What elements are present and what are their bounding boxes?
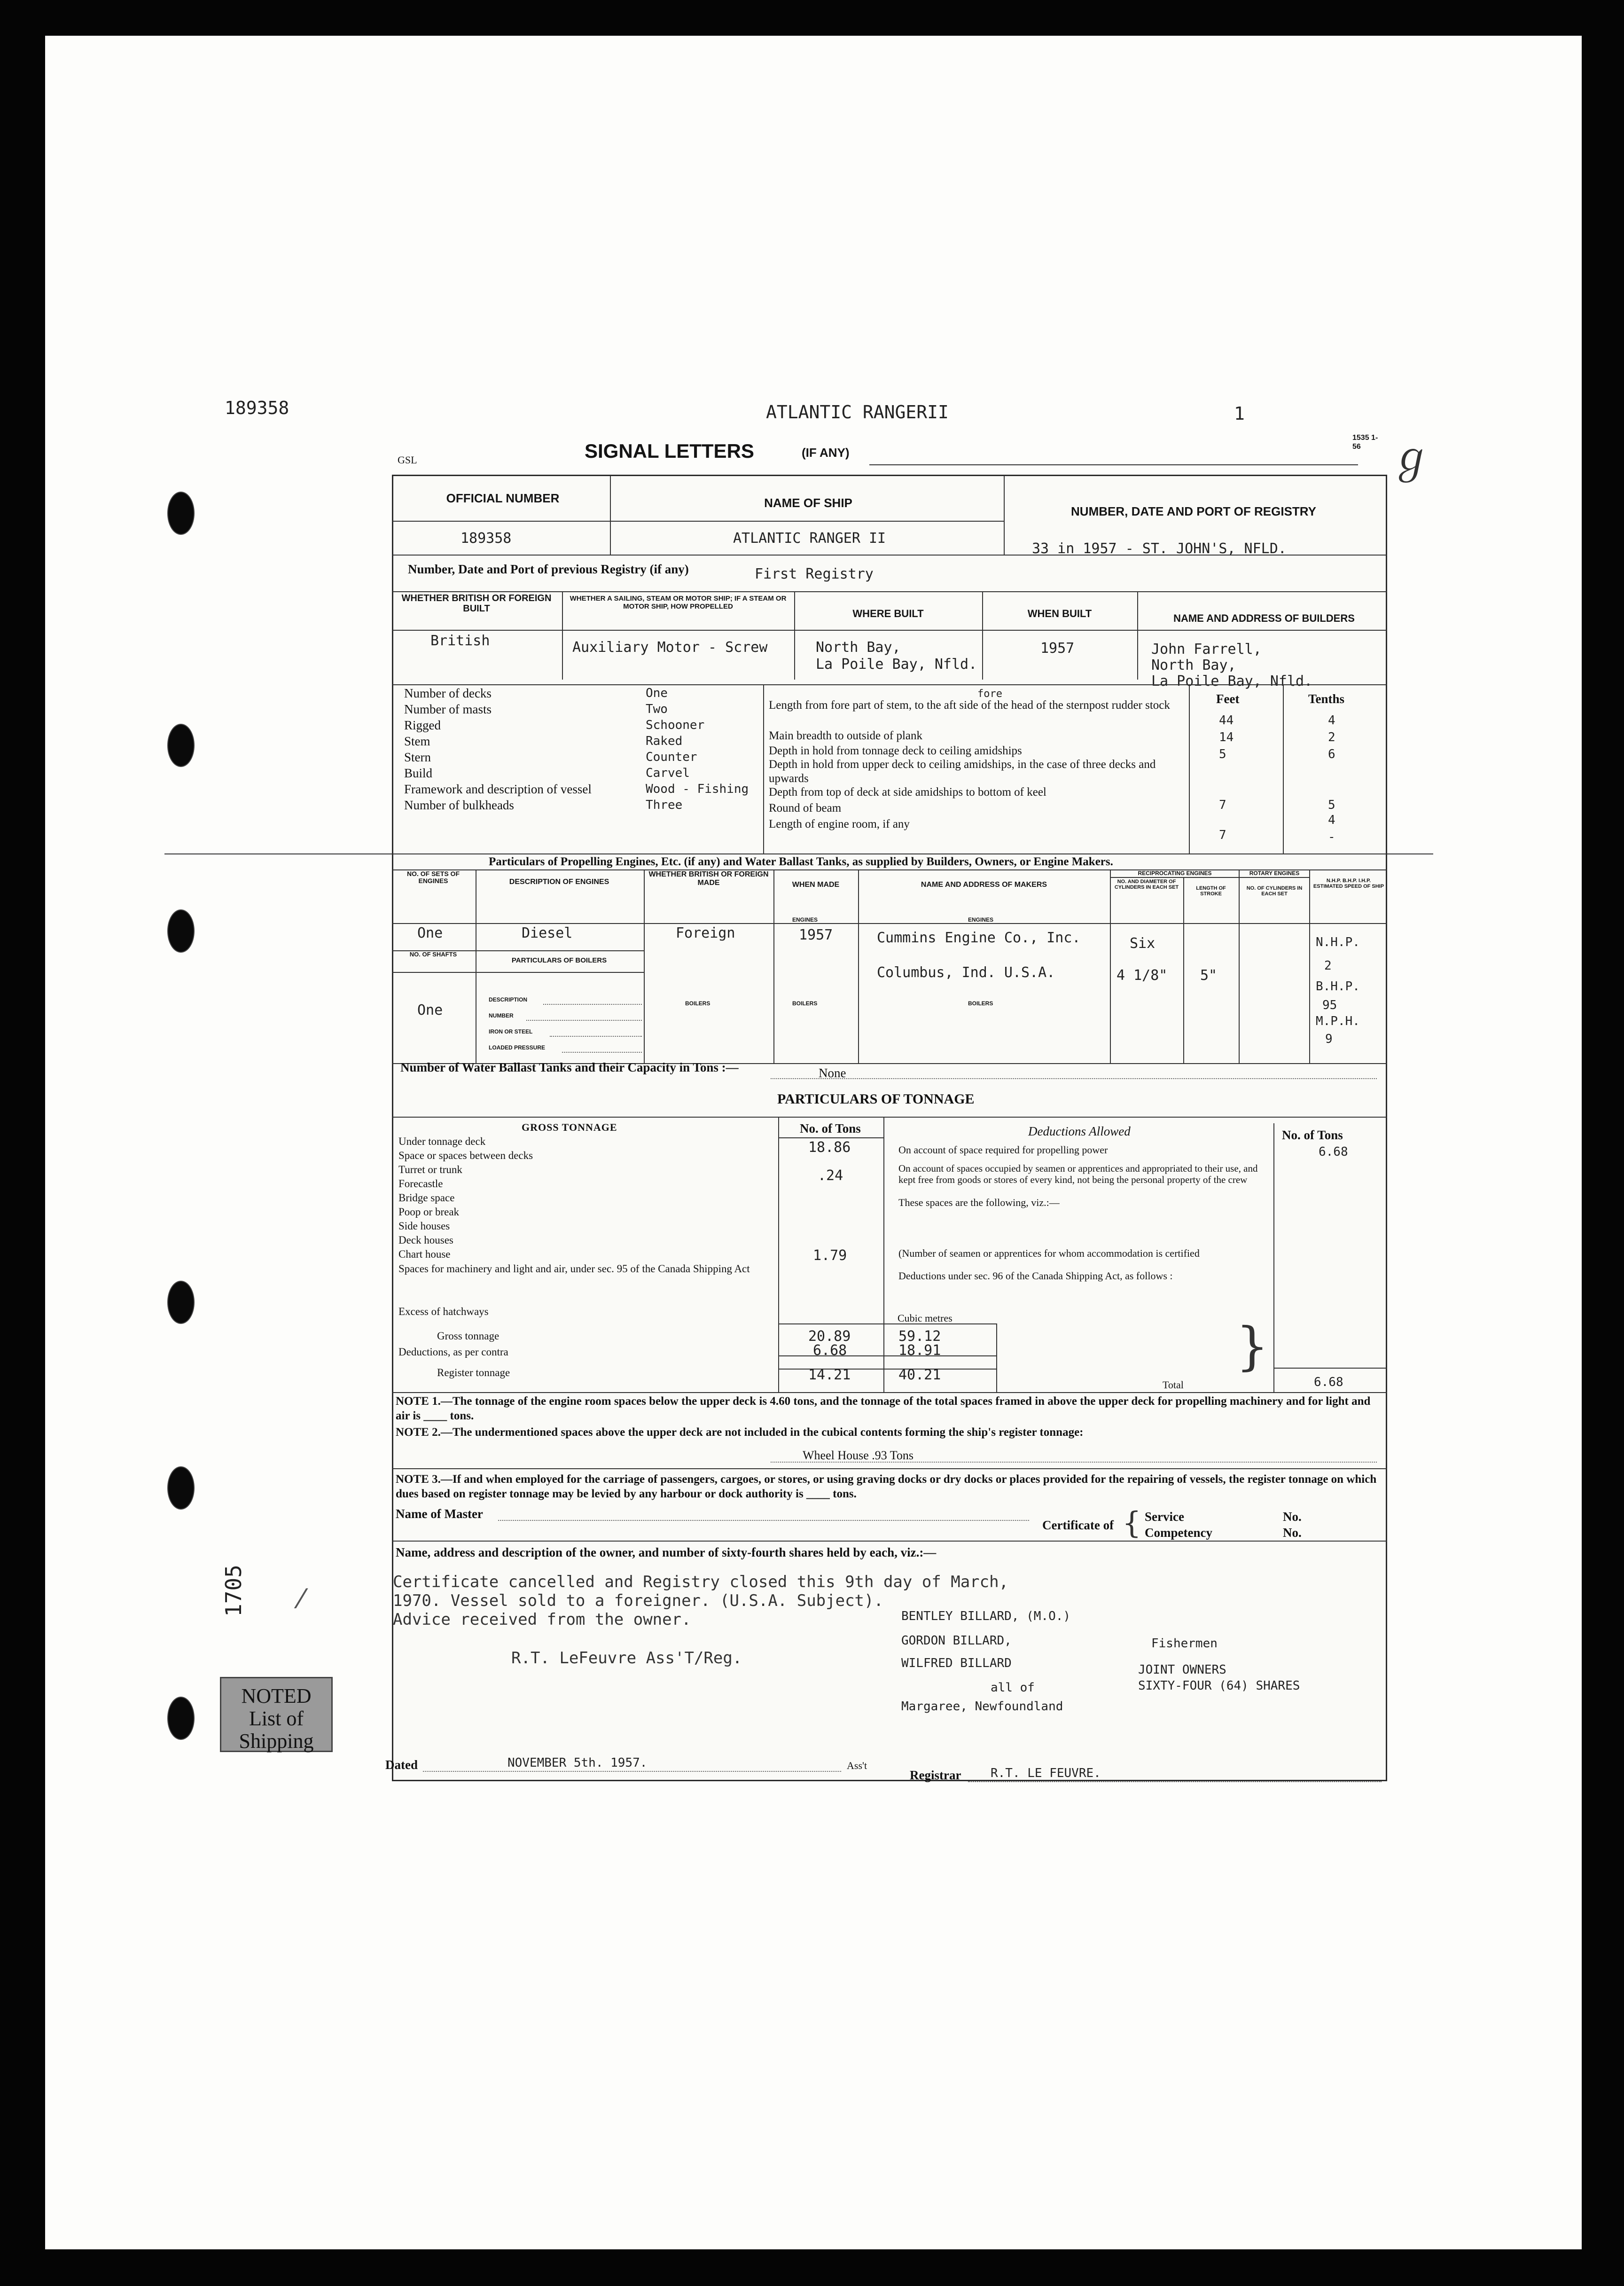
particular-label: Stem — [404, 734, 430, 748]
registrar-value: R.T. LE FEUVRE. — [991, 1766, 1101, 1780]
note-3: NOTE 3.—If and when employed for the carriage of passengers, cargoes, or stores, or using graving docks or dry docks or places provided for the repairing of vessels, the register tonnage on which dues based on register tonnage may be levied by any harbour or dock authority is ____ tons. — [396, 1473, 1377, 1501]
boilers-small-2: BOILERS — [792, 1000, 818, 1007]
builders-2: North Bay, — [1151, 657, 1236, 673]
previous-registry-value: First Registry — [755, 566, 874, 582]
owner-1: BENTLEY BILLARD, (M.O.) — [901, 1609, 1071, 1623]
tonnage-row: Side houses — [398, 1220, 450, 1232]
form-code: 1535 1-56 — [1352, 434, 1378, 451]
signal-if-any: (IF ANY) — [802, 446, 850, 460]
length-label: Length from fore part of stem, to the aft side of the head of the sternpost rudder stock — [769, 699, 1170, 712]
boiler-line — [526, 1020, 642, 1021]
particular-label: Framework and description of vessel — [404, 782, 592, 796]
ballast-line — [771, 1078, 1377, 1079]
engines-title: Particulars of Propelling Engines, Etc. (if any) and Water Ballast Tanks, as supplied by Builders, Owners, or Engine Makers. — [489, 855, 1113, 868]
joint-owners: JOINT OWNERS — [1138, 1663, 1226, 1677]
particular-value: Wood - Fishing — [646, 782, 749, 796]
tenths-label: Tenths — [1308, 692, 1345, 706]
competency-label: Competency — [1145, 1526, 1212, 1540]
tonnage-row: Space or spaces between decks — [398, 1150, 533, 1161]
feet-value: 5 — [1219, 747, 1226, 761]
under-deck-tons: 18.86 — [808, 1139, 851, 1156]
note-2-line — [771, 1462, 1377, 1463]
when-built-label: WHEN BUILT — [1027, 608, 1092, 619]
row-line — [392, 1117, 1387, 1118]
particular-label: Rigged — [404, 718, 441, 732]
col-line — [982, 591, 983, 680]
tonnage-title: PARTICULARS OF TONNAGE — [777, 1091, 975, 1107]
row-line — [392, 684, 1387, 685]
name-of-ship-label: NAME OF SHIP — [764, 496, 852, 510]
owner-3: WILFRED BILLARD — [901, 1656, 1012, 1670]
cancel-signature: R.T. LeFeuvre Ass'T/Reg. — [511, 1649, 742, 1668]
bhp-label: B.H.P. — [1316, 979, 1360, 994]
no-tons-label: No. of Tons — [800, 1121, 861, 1135]
punch-hole-1 — [167, 492, 195, 535]
col-line — [644, 869, 645, 1063]
name-of-ship: ATLANTIC RANGER II — [733, 530, 886, 547]
master-line — [498, 1520, 1029, 1521]
tonnage-row: Forecastle — [398, 1178, 443, 1190]
handwritten-mark-top: ℊ — [1390, 433, 1432, 482]
boiler-line — [550, 1036, 642, 1037]
boiler-row-label: NUMBER — [489, 1012, 514, 1019]
cancel-line-2: 1970. Vessel sold to a foreigner. (U.S.A. Subject). — [393, 1591, 883, 1610]
col-line — [1004, 476, 1005, 555]
row-line — [392, 521, 1004, 522]
made-label: WHETHER BRITISH OR FOREIGN MADE — [648, 870, 769, 887]
note-2: NOTE 2.—The undermentioned spaces above the upper deck are not included in the cubical contents forming the ship's register tonnage: — [396, 1426, 1084, 1439]
deduction-line-4: (Number of seamen or apprentices for whom accommodation is certified — [898, 1247, 1200, 1259]
occupation: Fishermen — [1151, 1636, 1218, 1651]
where-built-1: North Bay, — [816, 639, 901, 656]
row-line — [392, 923, 1387, 924]
service-no: No. — [1283, 1510, 1302, 1524]
boiler-row-label: DESCRIPTION — [489, 996, 528, 1003]
competency-no: No. — [1283, 1526, 1302, 1540]
cancel-line-1: Certificate cancelled and Registry closed this 9th day of March, — [393, 1573, 1009, 1591]
ship-title: ATLANTIC RANGERII — [766, 402, 949, 423]
particular-label: Number of bulkheads — [404, 798, 514, 812]
row-line — [778, 1137, 883, 1138]
row-line — [778, 1355, 996, 1356]
deck-houses-tons: 1.79 — [813, 1247, 847, 1264]
shafts-label: NO. OF SHAFTS — [409, 951, 457, 958]
particular-value: Raked — [646, 734, 683, 748]
deductions-row-label: Deductions, as per contra — [398, 1346, 508, 1358]
col-line — [1183, 877, 1184, 1063]
row-line — [392, 630, 1387, 631]
deduction-line-3: These spaces are the following, viz.:— — [898, 1197, 1060, 1208]
propulsion-value: Auxiliary Motor - Screw — [572, 639, 768, 656]
row-line — [1110, 877, 1309, 878]
boilers-label: PARTICULARS OF BOILERS — [511, 956, 607, 964]
col-line — [773, 869, 774, 1063]
tenths-value: 4 — [1328, 813, 1335, 827]
row-line — [392, 1392, 1387, 1393]
tonnage-row: Poop or break — [398, 1206, 460, 1218]
official-number: 189358 — [461, 530, 512, 547]
rotary-cyl-label: NO. OF CYLINDERS IN EACH SET — [1246, 885, 1303, 897]
feet-value: 44 — [1219, 713, 1234, 728]
british-value: British — [430, 633, 490, 649]
made-value: Foreign — [676, 925, 735, 941]
power-label: N.H.P. B.H.P. I.H.P. ESTIMATED SPEED OF SHIP — [1313, 878, 1384, 890]
when-built-value: 1957 — [1040, 640, 1075, 657]
feet-value: 14 — [1219, 730, 1234, 744]
makers-label: NAME AND ADDRESS OF MAKERS — [921, 881, 1047, 889]
row-line — [392, 972, 644, 973]
particular-value: Schooner — [646, 718, 705, 732]
stroke-value: 5" — [1200, 967, 1218, 984]
depth2-label: Depth in hold from upper deck to ceiling amidships, in the case of three decks and upwards — [769, 758, 1156, 785]
official-number-label: OFFICIAL NUMBER — [446, 491, 560, 505]
dated-value: NOVEMBER 5th. 1957. — [508, 1756, 648, 1770]
sets-label: NO. OF SETS OF ENGINES — [406, 870, 460, 885]
depth3-label: Depth from top of deck at side amidships to bottom of keel — [769, 786, 1046, 799]
row-line — [392, 591, 1387, 592]
particular-label: Number of decks — [404, 686, 492, 700]
brace: } — [1236, 1316, 1269, 1376]
tonnage-row: Spaces for machinery and light and air, under sec. 95 of the Canada Shipping Act — [398, 1263, 750, 1275]
tenths-value: 4 — [1328, 713, 1335, 728]
col-line — [1309, 869, 1310, 1063]
previous-registry-label: Number, Date and Port of previous Registry (if any) — [408, 562, 689, 576]
british-label: WHETHER BRITISH OR FOREIGN BUILT — [401, 593, 552, 614]
particular-label: Build — [404, 766, 433, 780]
row-line — [1273, 1368, 1387, 1369]
col-line — [858, 869, 859, 1063]
cyl-dia: 4 1/8" — [1116, 967, 1168, 984]
tenths-value: - — [1328, 830, 1335, 844]
rotary-label: ROTARY ENGINES — [1249, 870, 1300, 877]
gross-tonnage-label: GROSS TONNAGE — [522, 1121, 617, 1133]
col-line — [1189, 684, 1190, 853]
tonnage-row: Bridge space — [398, 1192, 455, 1204]
cert-brace: { — [1122, 1506, 1141, 1541]
particular-value: One — [646, 686, 668, 700]
tonnage-row: Chart house — [398, 1248, 451, 1260]
when-made-value: 1957 — [799, 927, 833, 943]
deduction-line-2: On account of spaces occupied by seamen or apprentices and appropriated to their use, and kept free from goods or stores of every kind, not being the personal property of the crew — [898, 1163, 1258, 1186]
boilers-small-3: BOILERS — [968, 1000, 993, 1007]
tonnage-row: Under tonnage deck — [398, 1135, 486, 1147]
engine-length-label: Length of engine room, if any — [769, 818, 910, 830]
builders-label: NAME AND ADDRESS OF BUILDERS — [1173, 612, 1355, 624]
col-line — [996, 1323, 997, 1392]
service-label: Service — [1145, 1510, 1184, 1524]
master-label: Name of Master — [396, 1507, 483, 1521]
row-line — [392, 1468, 1387, 1469]
signal-letters-label: SIGNAL LETTERS — [585, 440, 754, 462]
deduction-line-1: On account of space required for propelling power — [898, 1144, 1108, 1156]
deductions-tons: 6.68 — [813, 1342, 847, 1359]
depth1-label: Depth in hold from tonnage deck to ceiling amidships — [769, 744, 1022, 757]
register-metres: 40.21 — [898, 1367, 941, 1383]
punch-hole-2 — [167, 724, 195, 767]
particular-label: Stern — [404, 750, 431, 764]
col-line — [562, 591, 563, 680]
deductions-metres: 18.91 — [898, 1342, 941, 1359]
ballast-value: None — [819, 1066, 846, 1080]
ded-value: 6.68 — [1319, 1145, 1348, 1159]
particular-value: Counter — [646, 750, 697, 764]
cubic-metres-label: Cubic metres — [898, 1312, 953, 1324]
col-line — [1110, 869, 1111, 1063]
desc-label: DESCRIPTION OF ENGINES — [509, 878, 609, 886]
mph-value: 9 — [1325, 1032, 1333, 1046]
boiler-line — [543, 1004, 642, 1005]
margin-scribble: ⁄ — [299, 1584, 304, 1614]
particular-label: Number of masts — [404, 702, 492, 716]
cyl-label: NO. AND DIAMETER OF CYLINDERS IN EACH SET — [1114, 879, 1179, 891]
boiler-row-label: IRON OR STEEL — [489, 1028, 533, 1035]
owners-label: Name, address and description of the owner, and number of sixty-fourth shares held by each, viz.:— — [396, 1545, 937, 1559]
owner-2: GORDON BILLARD, — [901, 1634, 1012, 1648]
bhp-value: 95 — [1322, 998, 1337, 1012]
engines-small: ENGINES — [792, 916, 818, 923]
dated-line — [423, 1771, 841, 1772]
col-line — [778, 1117, 779, 1392]
col-line — [1273, 1123, 1274, 1392]
punch-hole-4 — [167, 1281, 195, 1324]
noted-stamp — [220, 1677, 333, 1752]
signal-prefix: GSL — [398, 454, 417, 466]
cyl-value: Six — [1130, 935, 1156, 952]
punch-hole-6 — [167, 1697, 195, 1740]
sets-value: One — [417, 925, 443, 941]
tenths-value: 5 — [1328, 798, 1335, 812]
gross-row-label: Gross tonnage — [437, 1330, 500, 1342]
breadth-label: Main breadth to outside of plank — [769, 729, 923, 742]
nhp-label: N.H.P. — [1316, 935, 1360, 949]
boiler-row-label: LOADED PRESSURE — [489, 1044, 546, 1051]
tonnage-row: Turret or trunk — [398, 1164, 462, 1175]
tenths-value: 6 — [1328, 747, 1335, 761]
page-number: 1 — [1234, 403, 1245, 424]
when-made-label: WHEN MADE — [792, 881, 840, 889]
joint-shares: SIXTY-FOUR (64) SHARES — [1138, 1679, 1300, 1693]
port-value: 33 in 1957 - ST. JOHN'S, NFLD. — [1032, 540, 1287, 557]
register-row-label: Register tonnage — [437, 1367, 510, 1378]
row-line — [392, 869, 1387, 870]
note-2-value: Wheel House .93 Tons — [803, 1448, 914, 1462]
recip-label: RECIPROCATING ENGINES — [1138, 870, 1212, 877]
ded-no-tons-label: No. of Tons — [1282, 1128, 1343, 1142]
registrar-line — [968, 1781, 1382, 1782]
signal-line — [869, 464, 1358, 465]
row-line — [778, 1323, 996, 1324]
gross-metres: 59.12 — [898, 1328, 941, 1345]
trunk-tons: .24 — [818, 1167, 843, 1184]
propulsion-label: WHETHER A SAILING, STEAM OR MOTOR SHIP; IF A STEAM OR MOTOR SHIP, HOW PROPELLED — [570, 595, 787, 611]
note-1: NOTE 1.—The tonnage of the engine room spaces below the upper deck is 4.60 tons, and the tonnage of the total spaces framed in above the upper deck for propelling machinery and for light and air is ____ tons. — [396, 1395, 1371, 1423]
particular-value: Three — [646, 798, 683, 812]
port-label: NUMBER, DATE AND PORT OF REGISTRY — [1071, 504, 1316, 518]
row-line — [392, 1541, 1387, 1542]
certificate-label: Certificate of — [1042, 1518, 1114, 1532]
feet-label: Feet — [1216, 692, 1240, 706]
margin-number: 1705 — [221, 1565, 246, 1617]
tonnage-row: Deck houses — [398, 1234, 453, 1246]
makers-1: Cummins Engine Co., Inc. — [877, 930, 1081, 946]
col-line — [1137, 591, 1138, 680]
engines-small-2: ENGINES — [968, 916, 994, 923]
col-line — [1239, 869, 1240, 1063]
owner-address: Margaree, Newfoundland — [901, 1699, 1063, 1714]
feet-value: 7 — [1219, 798, 1226, 812]
row-line — [164, 853, 1433, 854]
file-number: 189358 — [225, 398, 289, 418]
nhp-value: 2 — [1324, 959, 1332, 973]
boilers-small: BOILERS — [685, 1000, 710, 1007]
particular-value: Carvel — [646, 766, 690, 780]
desc-value: Diesel — [522, 925, 573, 941]
dated-label: Dated — [385, 1758, 418, 1772]
deductions-title: Deductions Allowed — [1028, 1124, 1131, 1138]
punch-hole-3 — [167, 909, 195, 953]
total-label: Total — [1163, 1379, 1184, 1391]
where-built-2: La Poile Bay, Nfld. — [816, 656, 977, 673]
particular-value: Two — [646, 702, 668, 716]
punch-hole-5 — [167, 1466, 195, 1510]
gross-tons: 20.89 — [808, 1328, 851, 1345]
asst-label: Ass't — [847, 1760, 867, 1771]
col-line — [883, 1117, 884, 1392]
fore-note: fore — [977, 688, 1002, 700]
builders-3: La Poile Bay, Nfld. — [1151, 673, 1313, 689]
registrar-label: Registrar — [910, 1768, 961, 1782]
tonnage-row: Excess of hatchways — [398, 1306, 489, 1317]
tenths-value: 2 — [1328, 730, 1335, 744]
register-tons: 14.21 — [808, 1367, 851, 1383]
boiler-line — [562, 1052, 642, 1053]
stroke-label: LENGTH OF STROKE — [1196, 885, 1226, 897]
all-of: all of — [991, 1681, 1035, 1695]
makers-2: Columbus, Ind. U.S.A. — [877, 964, 1055, 981]
feet-value: 7 — [1219, 828, 1226, 842]
deduction-line-5: Deductions under sec. 96 of the Canada Shipping Act, as follows : — [898, 1270, 1173, 1282]
builders-1: John Farrell, — [1151, 641, 1262, 658]
col-line — [794, 591, 795, 680]
noted-stamp-text: NOTED List of Shipping — [239, 1684, 314, 1753]
round-label: Round of beam — [769, 802, 842, 814]
col-line — [1283, 684, 1284, 853]
shafts-value: One — [417, 1002, 443, 1018]
cancel-line-3: Advice received from the owner. — [393, 1610, 691, 1629]
col-line — [763, 684, 764, 853]
mph-label: M.P.H. — [1316, 1014, 1360, 1028]
total-value: 6.68 — [1314, 1375, 1343, 1389]
ballast-label: Number of Water Ballast Tanks and their Capacity in Tons :— — [400, 1060, 739, 1074]
col-line — [610, 476, 611, 555]
where-built-label: WHERE BUILT — [852, 608, 924, 619]
